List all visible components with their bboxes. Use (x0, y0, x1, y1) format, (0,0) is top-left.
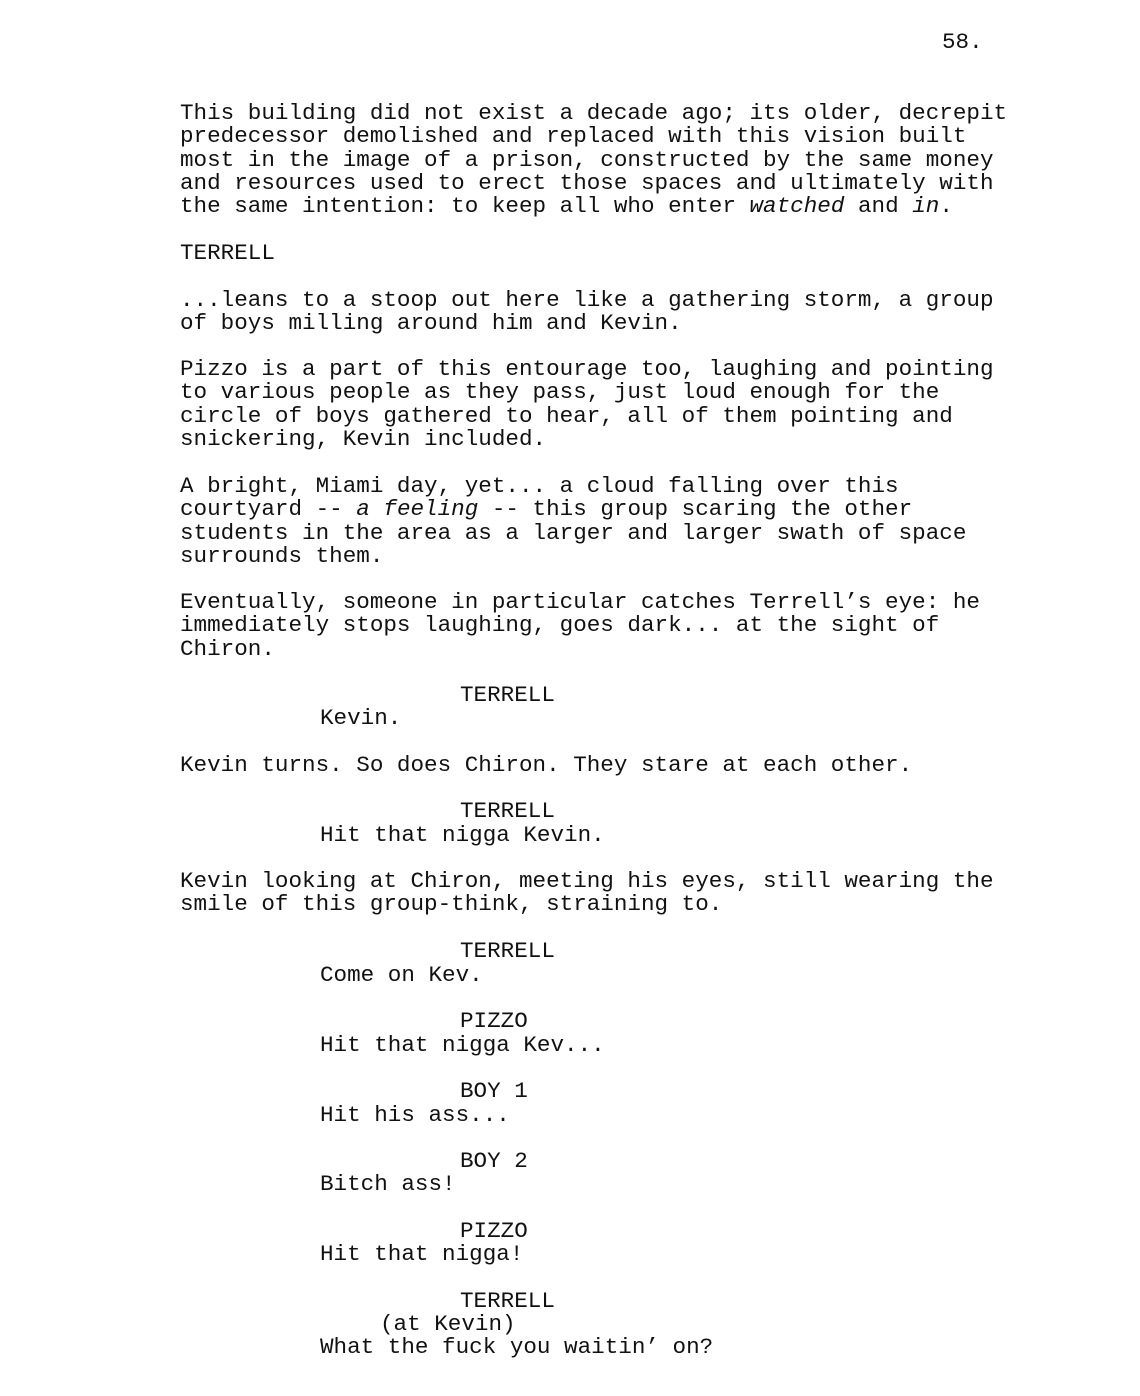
dialogue-line: Hit that nigga! (320, 1241, 524, 1267)
action-line-fragment: -- this group scaring the other (478, 496, 913, 523)
scene-heading: TERRELL (180, 240, 275, 266)
emphasis-a-feeling: a feeling (356, 496, 479, 523)
action-line: and resources used to erect those spaces and ultimately with (180, 169, 994, 196)
character-name: BOY 1 (460, 1078, 528, 1104)
dialogue-line: Kevin. (320, 705, 402, 731)
parenthetical: (at Kevin) (380, 1311, 516, 1337)
action-line-fragment: . (939, 193, 953, 220)
dialogue-line: Hit that nigga Kev... (320, 1032, 605, 1058)
action-line: ...leans to a stoop out here like a gathering storm, a group (180, 287, 994, 313)
character-name: PIZZO (460, 1008, 528, 1034)
dialogue-line: Hit that nigga Kevin. (320, 822, 605, 848)
action-paragraph-miami-day (180, 475, 966, 568)
action-paragraph-stoop (180, 289, 994, 336)
character-name: TERRELL (460, 682, 555, 708)
character-name: BOY 2 (460, 1148, 528, 1174)
action-line-fragment: and (844, 193, 913, 220)
action-paragraph-building (180, 102, 1007, 218)
action-line: A bright, Miami day, yet... a cloud falling over this (180, 473, 899, 499)
character-name: PIZZO (460, 1218, 528, 1244)
action-line: predecessor demolished and replaced with this vision built (180, 123, 967, 150)
action-line: This building did not exist a decade ago; its older, decrepit (180, 100, 1008, 126)
action-paragraph-pizzo (180, 358, 994, 451)
page-number: 58. (942, 29, 983, 55)
action-line: Pizzo is a part of this entourage too, laughing and pointing (180, 356, 994, 382)
character-name: TERRELL (460, 798, 555, 824)
dialogue-line: What the fuck you waitin’ on? (320, 1334, 714, 1360)
action-line: Chiron. (180, 635, 275, 662)
character-name: TERRELL (460, 938, 555, 964)
action-line: courtyard -- (180, 496, 357, 523)
action-line: surrounds them. (180, 542, 384, 569)
action-line: most in the image of a prison, constructed by the same money (180, 146, 994, 173)
action-paragraph-kevin-looking (180, 870, 994, 917)
action-line: snickering, Kevin included. (180, 425, 547, 452)
action-line: Eventually, someone in particular catches Terrell’s eye: he (180, 589, 980, 615)
action-line: students in the area as a larger and larger swath of space (180, 519, 967, 546)
action-line: immediately stops laughing, goes dark... at the sight of (180, 612, 940, 639)
action-line: of boys milling around him and Kevin. (180, 310, 682, 337)
dialogue-line: Bitch ass! (320, 1171, 456, 1197)
action-paragraph-kevin-turns: Kevin turns. So does Chiron. They stare at each other. (180, 752, 913, 778)
dialogue-line: Hit his ass... (320, 1102, 510, 1128)
emphasis-in: in (912, 193, 940, 220)
character-name: TERRELL (460, 1288, 555, 1314)
action-line: to various people as they pass, just loud enough for the (180, 379, 940, 406)
action-line: the same intention: to keep all who enter (180, 193, 750, 220)
action-paragraph-eventually (180, 591, 980, 661)
dialogue-line: Come on Kev. (320, 962, 483, 988)
action-line: smile of this group-think, straining to. (180, 891, 723, 918)
emphasis-watched: watched (749, 193, 845, 220)
action-line: Kevin looking at Chiron, meeting his eyes, still wearing the (180, 868, 994, 894)
action-line: circle of boys gathered to hear, all of them pointing and (180, 402, 953, 429)
